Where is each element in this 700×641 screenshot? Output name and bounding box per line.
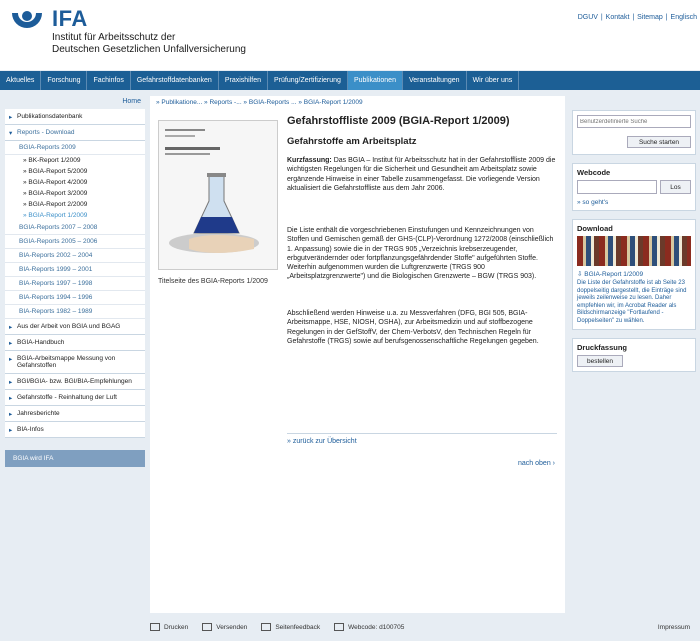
- sidebar-sub-bgia-5-2009[interactable]: » BGIA-Report 5/2009: [5, 166, 145, 177]
- sidebar-sub-label: BGIA-Report 4/2009: [28, 179, 88, 186]
- main-content: [150, 96, 565, 613]
- download-report-link[interactable]: [577, 270, 691, 278]
- order-print-button[interactable]: bestellen: [577, 355, 623, 367]
- flask-illustration-icon: [159, 121, 278, 270]
- nav-veranstaltungen[interactable]: Veranstaltungen: [403, 71, 467, 90]
- sidebar-sub-bk-1-2009[interactable]: » BK-Report 1/2009: [5, 155, 145, 166]
- arrow-right-icon: ▸: [9, 411, 13, 418]
- send-label: Versenden: [216, 623, 248, 631]
- nav-publikationen[interactable]: Publikationen: [348, 71, 403, 90]
- report-cover-image[interactable]: [158, 120, 278, 270]
- bgia-wird-ifa-banner[interactable]: BGIA wird IFA: [5, 450, 145, 467]
- sidebar-item-arbeitsmappe[interactable]: [5, 351, 145, 374]
- download-hint-text: Die Liste der Gefahrstoffe ist ab Seite 23 doppelseitig dargestellt, die Einträge sind jeweils zeilenweise zu lesen. Daher empfehlen wir, im Acrobat Reader als Bildschirmanzeige "Fortlaufend - Doppelseiten" zu wählen.: [577, 280, 687, 324]
- druckfassung-heading: Druckfassung: [577, 343, 628, 352]
- page-title: Gefahrstoffliste 2009 (BGIA-Report 1/2009): [287, 115, 510, 127]
- top-links: DGUV | Kontakt | Sitemap | Englisch: [577, 14, 697, 21]
- arrow-right-icon: ▸: [9, 340, 13, 347]
- sidebar-item-reinhaltung[interactable]: [5, 390, 145, 406]
- paragraph-text: Das BGIA – Institut für Arbeitsschutz hat in der Gefahrstoffliste 2009 die wichtigsten Regelungen für die Sicherheit und Gesundheit am Arbeitsplatz sowie ergänzende Hinweise in einer Tabelle zusammengefasst. Die vorliegende Version aktualisiert die Gefahrstoffliste aus dem Jahr 2006.: [287, 157, 556, 192]
- paragraph-liste: Die Liste enthält die vorgeschriebenen Einstufungen und Kennzeichnungen von Stoffen und Gemischen gemäß der GHS-(CLP)-Verordnung 1272/2008 (einschließlich 1. Anpassung) sowie die in der TRGS 905 „Verzeichnis krebserzeugender, erbgutverändernder oder fortpflanzungsgefährdender Stoffe" aufgeführten Stoffe. Weiterhin aufgenommen wurden die Luftgrenzwerte (TRGS 900 „Arbeitsplatzgrenzwerte") und die Biologischen Grenzwerte – BGW (TRGS 903).: [287, 227, 554, 281]
- sidebar-item-label: BGIA-Handbuch: [17, 339, 65, 346]
- sidebar-sub-2002-2004[interactable]: BIA-Reports 2002 – 2004: [5, 249, 145, 263]
- search-button[interactable]: Suche starten: [627, 136, 691, 148]
- feedback-icon: [261, 623, 271, 631]
- feedback-button[interactable]: [261, 623, 320, 631]
- sidebar-item-handbuch[interactable]: [5, 335, 145, 351]
- arrow-right-icon: ▸: [9, 427, 13, 434]
- webcode-label: Webcode: d100705: [348, 623, 405, 631]
- nav-forschung[interactable]: Forschung: [41, 71, 87, 90]
- print-icon: [150, 623, 160, 631]
- webcode-icon: [334, 623, 344, 631]
- sidebar-sub-bgia-1-2009[interactable]: » BGIA-Report 1/2009: [5, 210, 145, 221]
- sidebar-sub-1982-1989[interactable]: BIA-Reports 1982 – 1989: [5, 305, 145, 319]
- webcode-info: [334, 623, 404, 631]
- divider: [287, 433, 557, 434]
- paragraph-hinweise: Abschließend werden Hinweise u.a. zu Messverfahren (DFG, BGI 505, BGIA-Arbeitsmappe, HSE, NIOSH, OSHA), zur Arbeitsmedizin und auf stoffbezogene Regelungen in der GefStoffV, der Chem-VerbotsV, den Technischen Regeln für Gefahrstoffe (TRGS) sowie auf berufsgenossenschaftliche Regelungen gegeben.: [287, 310, 539, 345]
- site-header: [0, 0, 700, 70]
- druckfassung-box: [572, 338, 696, 372]
- main-navigation: [0, 71, 700, 90]
- nav-pruefung[interactable]: Prüfung/Zertifizierung: [268, 71, 348, 90]
- webcode-go-button[interactable]: Los: [660, 180, 691, 194]
- webcode-heading: Webcode: [577, 168, 611, 177]
- sidebar-item-label: Reports - Download: [17, 129, 75, 136]
- arrow-right-icon: ▸: [9, 379, 13, 386]
- nav-fachinfos[interactable]: Fachinfos: [87, 71, 130, 90]
- nav-wir-ueber-uns[interactable]: Wir über uns: [467, 71, 520, 90]
- sidebar-sub-bgia-4-2009[interactable]: » BGIA-Report 4/2009: [5, 177, 145, 188]
- so-gehts-link[interactable]: » so geht's: [577, 199, 609, 206]
- sidebar-item-label: BGIA-Arbeitsmappe Messung von Gefahrstoffen: [17, 355, 116, 369]
- arrow-right-icon: ▸: [9, 395, 13, 402]
- arrow-down-icon: ▾: [9, 130, 13, 137]
- kurzfassung-label: Kurzfassung:: [287, 157, 332, 164]
- sidebar-item-bia-infos[interactable]: [5, 422, 145, 438]
- webcode-input[interactable]: [577, 180, 657, 194]
- sidebar-item-label: Aus der Arbeit von BGIA und BGAG: [17, 323, 121, 330]
- nav-aktuelles[interactable]: Aktuelles: [0, 71, 41, 90]
- print-button[interactable]: [150, 623, 188, 631]
- sidebar-sub-2007-2008[interactable]: BGIA-Reports 2007 – 2008: [5, 221, 145, 235]
- sidebar-item-label: Publikationsdatenbank: [17, 113, 83, 120]
- webcode-box: [572, 163, 696, 211]
- nav-praxishilfen[interactable]: Praxishilfen: [219, 71, 268, 90]
- to-top-link[interactable]: nach oben ›: [518, 460, 555, 467]
- logo-subtitle-line2: Deutschen Gesetzlichen Unfallversicherung: [52, 44, 246, 55]
- impressum-link[interactable]: Impressum: [657, 623, 690, 631]
- sidebar-item-publikationsdatenbank[interactable]: [5, 109, 145, 125]
- toplink-english[interactable]: Englisch: [670, 14, 697, 21]
- download-heading: Download: [577, 224, 613, 233]
- sidebar-sub-2005-2006[interactable]: BGIA-Reports 2005 – 2006: [5, 235, 145, 249]
- sidebar-item-label: BIA-Infos: [17, 426, 44, 433]
- webcode-row: [577, 180, 691, 194]
- back-to-overview-link[interactable]: » zurück zur Übersicht: [287, 438, 357, 445]
- paragraph-kurzfassung: [287, 156, 557, 193]
- books-image: [577, 236, 691, 266]
- sidebar-sub-1999-2001[interactable]: BIA-Reports 1999 – 2001: [5, 263, 145, 277]
- send-button[interactable]: [202, 623, 247, 631]
- sidebar-sub-bgia-3-2009[interactable]: » BGIA-Report 3/2009: [5, 188, 145, 199]
- pdf-icon: ⇩: [577, 271, 583, 278]
- page-footer: [150, 618, 700, 636]
- sidebar-item-arbeit-bgia-bgag[interactable]: [5, 319, 145, 335]
- print-label: Drucken: [164, 623, 189, 631]
- sidebar-item-label: Gefahrstoffe - Reinhaltung der Luft: [17, 394, 117, 401]
- arrow-right-icon: ▸: [9, 114, 13, 121]
- sidebar-sub-label: BGIA-Report 1/2009: [28, 212, 88, 219]
- arrow-right-icon: ▸: [9, 324, 13, 331]
- sidebar-sub-bgia-2-2009[interactable]: » BGIA-Report 2/2009: [5, 199, 145, 210]
- sidebar-sub-1997-1998[interactable]: BIA-Reports 1997 – 1998: [5, 277, 145, 291]
- sidebar-sub-1994-1996[interactable]: BIA-Reports 1994 – 1996: [5, 291, 145, 305]
- ifa-logo-icon[interactable]: [10, 7, 44, 41]
- sidebar-item-jahresberichte[interactable]: [5, 406, 145, 422]
- search-input[interactable]: [577, 115, 691, 128]
- sidebar-sub-label: BGIA-Report 3/2009: [28, 190, 88, 197]
- sidebar-sub-bgia-2009[interactable]: BGIA-Reports 2009: [5, 141, 145, 155]
- download-box: [572, 219, 696, 330]
- sidebar-sub-label: BK-Report 1/2009: [28, 157, 81, 164]
- right-sidebar: [572, 110, 696, 380]
- toplink-kontakt[interactable]: Kontakt: [605, 14, 630, 21]
- sidebar-item-label: Jahresberichte: [17, 410, 60, 417]
- mail-icon: [202, 623, 212, 631]
- download-link-label: BGIA-Report 1/2009: [584, 271, 644, 278]
- sidebar-item-empfehlungen[interactable]: [5, 374, 145, 390]
- nav-gefahrstoffdatenbanken[interactable]: Gefahrstoffdatenbanken: [131, 71, 219, 90]
- sidebar-item-reports-download[interactable]: [5, 125, 145, 141]
- breadcrumb[interactable]: » Publikatione... » Reports -... » BGIA-Reports ... » BGIA-Report 1/2009: [156, 99, 363, 106]
- toplink-sitemap[interactable]: Sitemap: [637, 14, 663, 21]
- search-box: [572, 110, 696, 155]
- feedback-label: Seitenfeedback: [275, 623, 321, 631]
- sidebar-sub-label: BGIA-Report 2/2009: [28, 201, 88, 208]
- left-sidebar: [5, 96, 145, 467]
- arrow-right-icon: ▸: [9, 356, 13, 363]
- logo-subtitle-line1: Institut für Arbeitsschutz der: [52, 32, 176, 43]
- sidebar-sub-label: BGIA-Report 5/2009: [28, 168, 88, 175]
- sidebar-item-label: BGI/BGIA- bzw. BGI/BIA-Empfehlungen: [17, 378, 132, 385]
- cover-caption: Titelseite des BGIA-Reports 1/2009: [158, 278, 268, 285]
- toplink-dguv[interactable]: DGUV: [577, 14, 598, 21]
- logo-title[interactable]: IFA: [52, 6, 88, 31]
- home-link[interactable]: Home: [122, 98, 141, 105]
- page-subtitle: Gefahrstoffe am Arbeitsplatz: [287, 136, 417, 147]
